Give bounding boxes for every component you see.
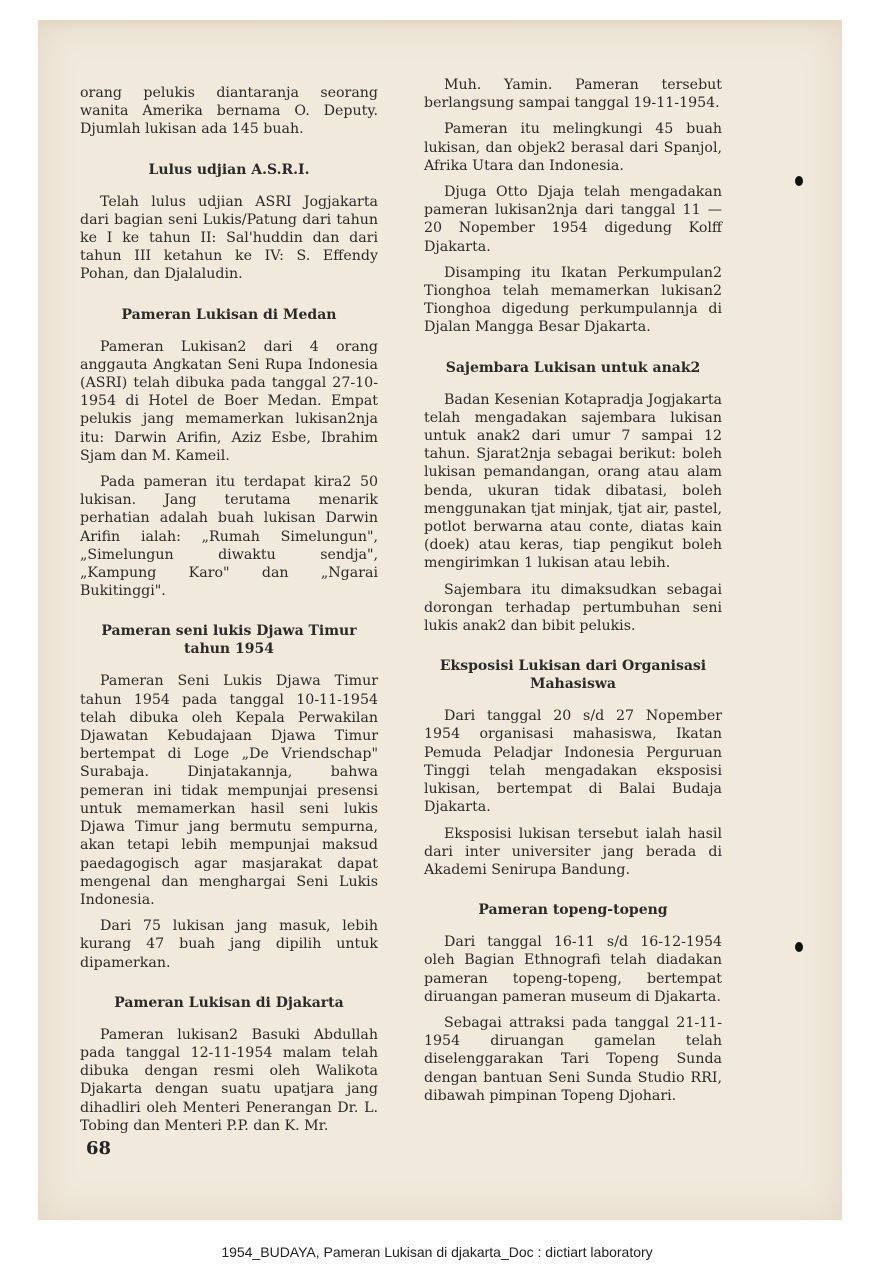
paragraph: Dari tanggal 16-11 s/d 16-12-1954 oleh Bagian Ethnografi telah diadakan pameran topeng-topeng, bertempat diruangan pameran museum di Djakarta. xyxy=(424,934,722,1005)
paragraph: Telah lulus udjian ASRI Jogjakarta dari bagian seni Lukis/Patung dari tahun ke I ke tahun II: Sal'huddin dan dari tahun III ketahun ke IV: S. Effendy Pohan, dan Djalaludin. xyxy=(80,193,378,283)
paragraph: Badan Kesenian Kotapradja Jogjakarta telah mengadakan sajembara lukisan untuk anak2 dari umur 7 sampai 12 tahun. Sjarat2nja sebagai berikut: boleh lukisan pemandangan, orang atau alam benda, ukuran tidak dibatasi, boleh menggunakan tjat minjak, tjat air, pastel, potlot berwarna atau conte, diatas kain (doek) atau keras, tiap pengikut boleh mengirimkan 1 lukisan atau lebih. xyxy=(424,391,722,572)
right-column xyxy=(424,76,722,1113)
left-column xyxy=(80,84,378,1143)
page-edge-shadow xyxy=(38,20,842,30)
section-title-topeng: Pameran topeng-topeng xyxy=(478,902,668,919)
paragraph: Dari tanggal 20 s/d 27 Nopember 1954 organisasi mahasiswa, Ikatan Pemuda Peladjar Indonesia Perguruan Tinggi telah mengadakan eksposisi lukisan, bertempat di Balai Budaja Djakarta. xyxy=(424,708,722,816)
section-title-pameran-djakarta: Pameran Lukisan di Djakarta xyxy=(114,994,344,1011)
paragraph: Disamping itu Ikatan Perkumpulan2 Tionghoa telah memamerkan lukisan2 Tionghoa digedung perkumpulannja di Djalan Mangga Besar Djakarta. xyxy=(424,264,722,336)
binding-hole-mark xyxy=(795,942,803,952)
section-title-pameran-medan: Pameran Lukisan di Medan xyxy=(121,306,337,323)
paragraph: Pada pameran itu terdapat kira2 50 lukisan. Jang terutama menarik perhatian adalah buah lukisan Darwin Arifin ialah: „Rumah Simelungun", „Simelungun diwaktu sendja", „Kampung Karo" dan „Ngarai Bukitinggi". xyxy=(80,474,378,600)
paragraph: Pameran Lukisan2 dari 4 orang anggauta Angkatan Seni Rupa Indonesia (ASRI) telah dibuka pada tanggal 27-10-1954 di Hotel de Boer Medan. Empat pelukis jang memamerkan lukisan2nja itu: Darwin Arifin, Aziz Esbe, Ibrahim Sjam dan M. Kameil. xyxy=(80,338,378,464)
paragraph: Eksposisi lukisan tersebut ialah hasil dari inter universiter jang berada di Akademi Senirupa Bandung. xyxy=(424,825,722,878)
binding-hole-mark xyxy=(795,176,803,186)
paragraph: Pameran Seni Lukis Djawa Timur tahun 1954 pada tanggal 10-11-1954 telah dibuka oleh Kepala Perwakilan Djawatan Kebudajaan Djawa Timur bertempat di Loge „De Vriendschap" Surabaja. Dinjatakannja, bahwa pemeran ini tidak mempunjai presensi untuk memamerkan hasil seni lukis Djawa Timur jang bermutu sempurna, akan tetapi lebih mempunjai maksud paedagogisch agar masjarakat dapat mengenal dan menghargai Seni Lukis Indonesia. xyxy=(80,673,378,908)
paragraph: Dari 75 lukisan jang masuk, lebih kurang 47 buah jang dipilih untuk dipamerkan. xyxy=(80,918,378,971)
paragraph: Pameran itu melingkungi 45 buah lukisan, dan objek2 berasal dari Spanjol, Afrika Utara dan Indonesia. xyxy=(424,121,722,174)
intro-paragraph: orang pelukis diantaranja seorang wanita Amerika bernama O. Deputy. Djumlah lukisan ada 145 buah. xyxy=(80,85,378,138)
paragraph: Djuga Otto Djaja telah mengadakan pameran lukisan2nja dari tanggal 11 — 20 Nopember 1954 digedung Kolff Djakarta. xyxy=(424,184,722,255)
image-caption: 1954_BUDAYA, Pameran Lukisan di djakarta_Doc : dictiart laboratory xyxy=(221,1244,653,1260)
section-title-djawa-timur: Pameran seni lukis Djawa Timur tahun 1954 xyxy=(101,623,357,658)
section-title-eksposisi: Eksposisi Lukisan dari Organisasi Mahasiswa xyxy=(439,658,707,693)
paragraph: Pameran lukisan2 Basuki Abdullah pada tanggal 12-11-1954 malam telah dibuka dengan resmi oleh Walikota Djakarta dengan suatu upatjara jang dihadliri oleh Menteri Penerangan Dr. L. Tobing dan Menteri P.P. dan K. Mr. xyxy=(80,1026,378,1134)
section-title-lulus-udjian: Lulus udjian A.S.R.I. xyxy=(148,161,310,178)
section-title-sajembara: Sajembara Lukisan untuk anak2 xyxy=(445,359,701,376)
paragraph: Sajembara itu dimaksudkan sebagai dorongan terhadap pertumbuhan seni lukis anak2 dan bibit pelukis. xyxy=(424,581,722,635)
continued-paragraph: Muh. Yamin. Pameran tersebut berlangsung sampai tanggal 19-11-1954. xyxy=(424,77,722,112)
paragraph: Sebagai attraksi pada tanggal 21-11-1954 diruangan gamelan telah diselenggarakan Tari Topeng Sunda dengan bantuan Seni Sunda Studio RRI, dibawah pimpinan Topeng Djohari. xyxy=(424,1014,722,1104)
page-number: 68 xyxy=(86,1138,112,1159)
